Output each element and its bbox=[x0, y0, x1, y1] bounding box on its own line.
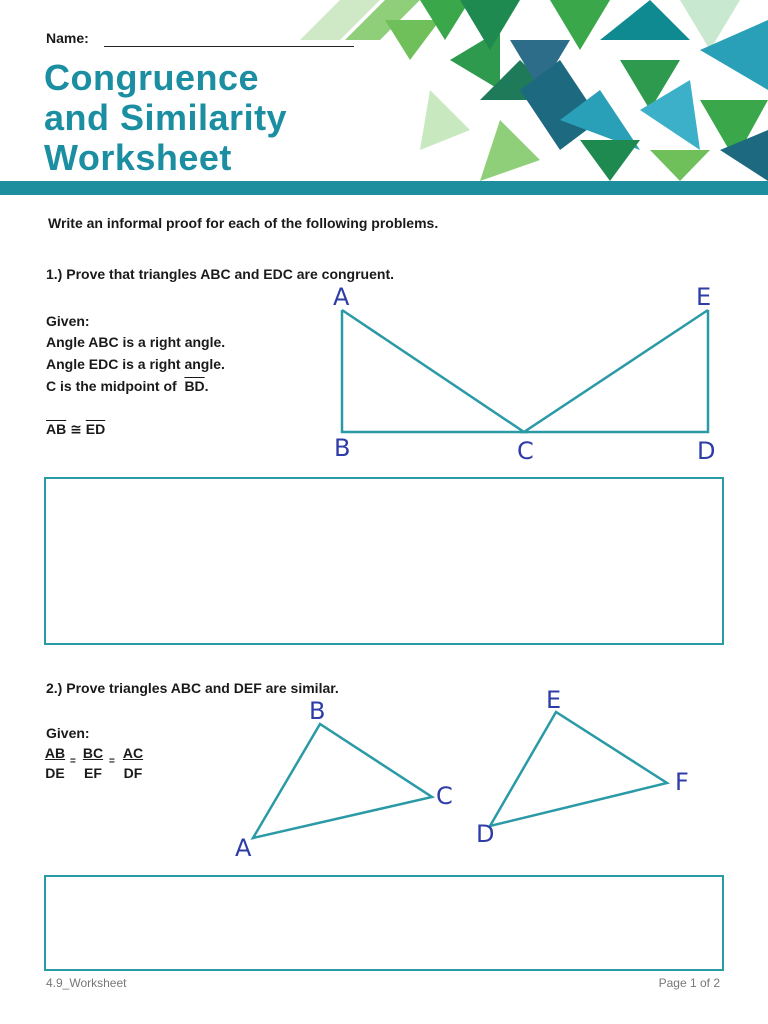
segment-bd: $\overline{BD}$ bbox=[184, 378, 205, 394]
triangle-abc-2-outline bbox=[253, 724, 432, 838]
problem-2-answer-box[interactable] bbox=[44, 875, 724, 971]
ratio-ac-df: $\frac{AC}{DF}$ bbox=[122, 745, 144, 781]
instruction-text: Write an informal proof for each of the following problems. bbox=[48, 215, 439, 231]
p1-label-d: D bbox=[697, 437, 716, 465]
footer-page-number: Page 1 of 2 bbox=[658, 976, 720, 990]
equals-sign-1: = bbox=[70, 756, 76, 767]
p2-label-c: C bbox=[436, 782, 453, 810]
problem-2-title: 2.) Prove triangles ABC and DEF are similar. bbox=[46, 680, 339, 696]
p1-label-b: B bbox=[334, 434, 351, 462]
p2-label-f: F bbox=[675, 768, 689, 796]
title-line-3: Worksheet bbox=[44, 137, 232, 178]
segment-ed: $\overline{ED}$ bbox=[85, 421, 106, 437]
ratio-ab-de: $\frac{AB}{DE}$ bbox=[44, 745, 66, 781]
p1-label-c: C bbox=[517, 437, 534, 465]
equals-sign-2: = bbox=[109, 756, 115, 767]
footer-doc-id: 4.9_Worksheet bbox=[46, 976, 127, 990]
problem-1-given-2: Angle EDC is a right angle. bbox=[46, 356, 225, 372]
p1-label-a: A bbox=[333, 283, 350, 311]
p2-label-d: D bbox=[476, 820, 495, 848]
segment-ab: $\overline{AB}$ bbox=[46, 421, 67, 437]
problem-1-given-3: C is the midpoint of $\overline{BD}$. bbox=[46, 378, 209, 394]
p2-label-e: E bbox=[546, 686, 562, 714]
name-label: Name: bbox=[46, 30, 89, 46]
problem-2-given-label: Given: bbox=[46, 725, 90, 741]
problem-1-title: 1.) Prove that triangles ABC and EDC are congruent. bbox=[46, 266, 394, 282]
title-line-1: Congruence bbox=[44, 57, 260, 98]
ratio-bc-ef: $\frac{BC}{EF}$ bbox=[82, 745, 104, 781]
problem-1-given-1: Angle ABC is a right angle. bbox=[46, 334, 226, 350]
congruent-symbol: ≅ bbox=[70, 421, 82, 437]
triangle-def-outline bbox=[490, 712, 667, 826]
p1-label-e: E bbox=[696, 283, 712, 311]
p2-label-a: A bbox=[235, 834, 252, 862]
problem-1-given-label: Given: bbox=[46, 313, 90, 329]
p2-label-b: B bbox=[309, 697, 326, 725]
title-line-2: and Similarity bbox=[44, 97, 288, 138]
